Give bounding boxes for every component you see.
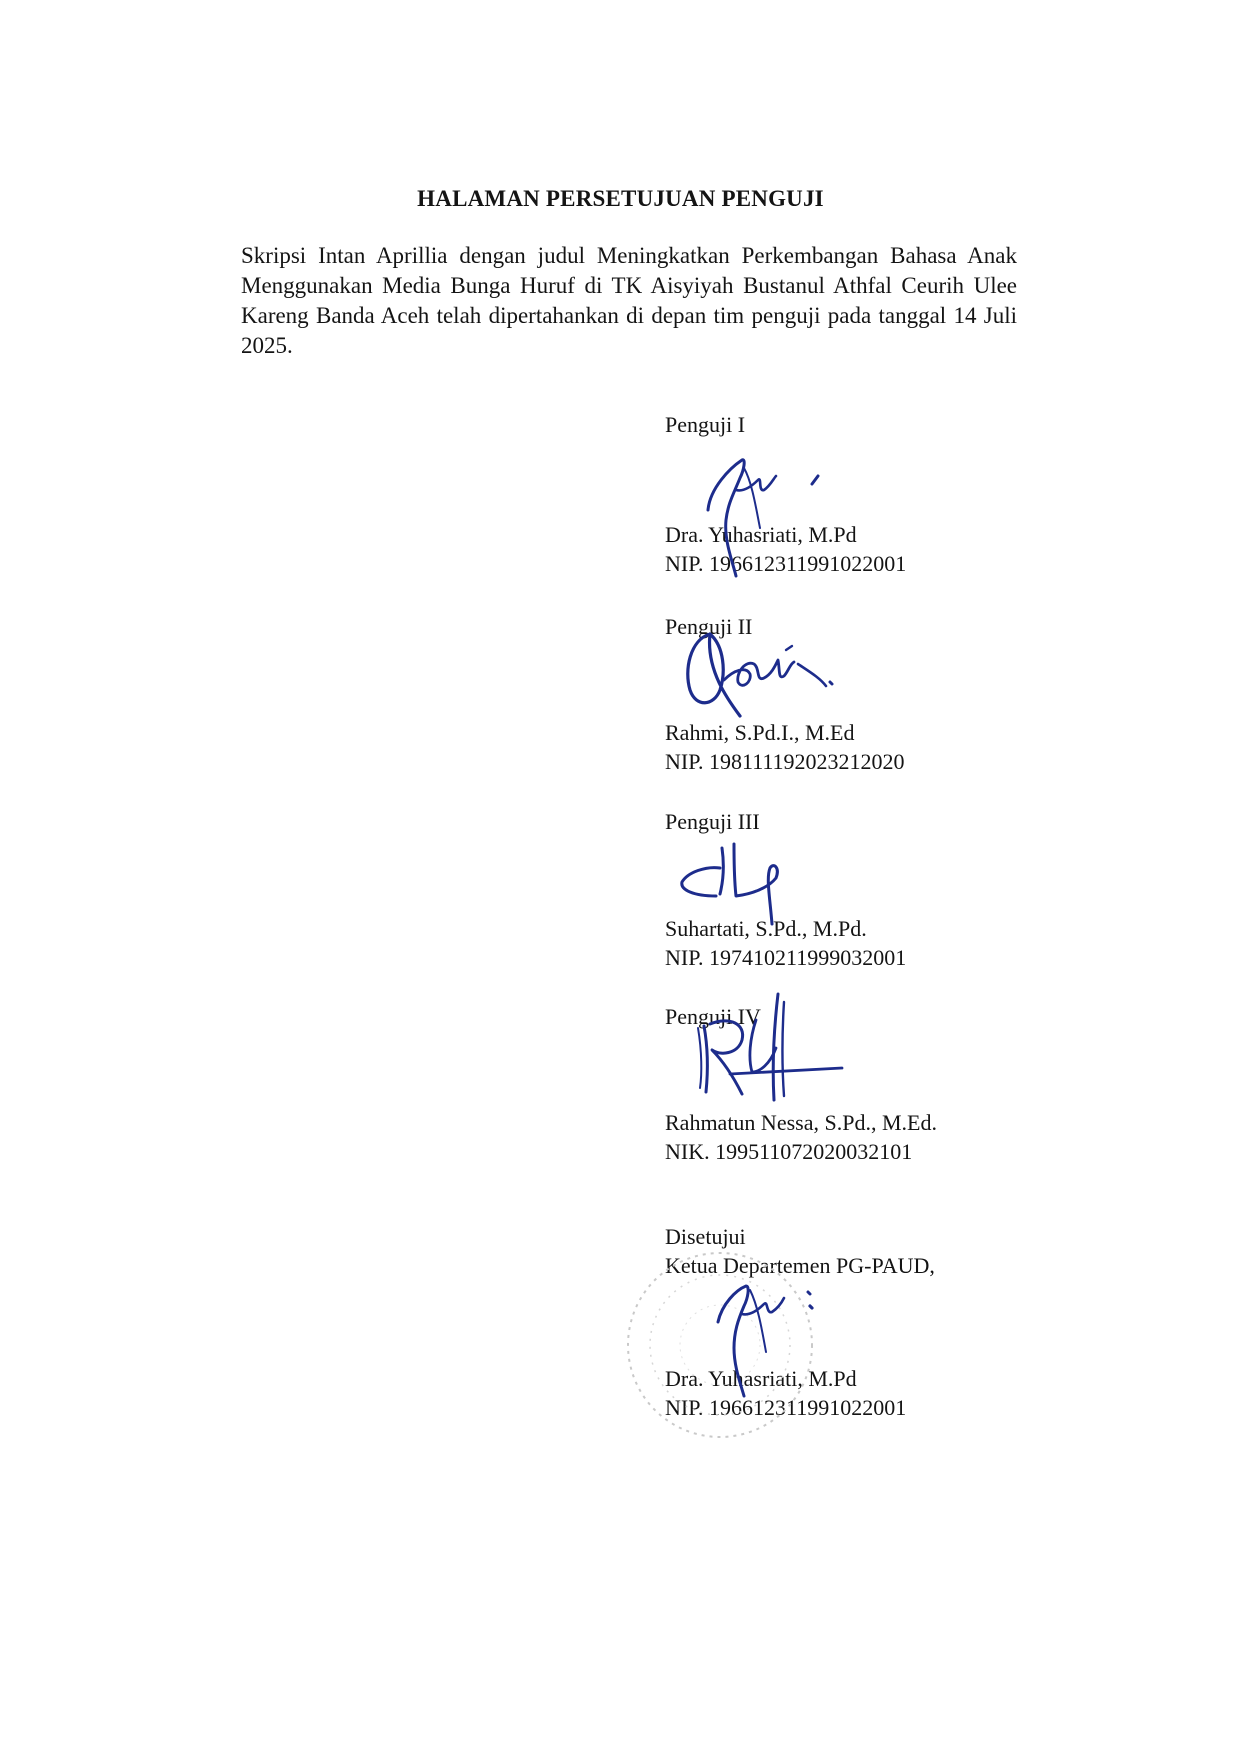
examiner-1-role: Penguji I bbox=[665, 412, 746, 437]
examiner-4-id: NIK. 199511072020032101 bbox=[665, 1139, 913, 1164]
examiner-4-role: Penguji IV bbox=[665, 1004, 761, 1029]
examiner-1-id: NIP. 196612311991022001 bbox=[665, 551, 907, 576]
signature-penguji-2-icon bbox=[680, 620, 860, 730]
approval-position: Ketua Departemen PG-PAUD, bbox=[665, 1253, 935, 1278]
signature-penguji-3-icon bbox=[676, 838, 816, 938]
examiner-1-role-block bbox=[665, 410, 745, 439]
examiner-4-identity bbox=[665, 1108, 937, 1166]
examiner-3-role-block bbox=[665, 807, 760, 836]
examiner-3-name: Suhartati, S.Pd., M.Pd. bbox=[665, 916, 867, 941]
intro-paragraph: Skripsi Intan Aprillia dengan judul Meningkatkan Perkembangan Bahasa Anak Menggunakan Media Bunga Huruf di TK Aisyiyah Bustanul Athfal Ceurih Ulee Kareng Banda Aceh telah dipertahankan di depan tim penguji pada tanggal 14 Juli 2025. bbox=[241, 243, 1017, 358]
examiner-4-name: Rahmatun Nessa, S.Pd., M.Ed. bbox=[665, 1110, 937, 1135]
approval-name: Dra. Yuhasriati, M.Pd bbox=[665, 1366, 857, 1391]
examiner-2-id: NIP. 198111192023212020 bbox=[665, 749, 905, 774]
approval-id: NIP. 196612311991022001 bbox=[665, 1395, 907, 1420]
page-title: HALAMAN PERSETUJUAN PENGUJI bbox=[417, 186, 824, 211]
examiner-2-role: Penguji II bbox=[665, 614, 753, 639]
examiner-3-role: Penguji III bbox=[665, 809, 760, 834]
examiner-1-name: Dra. Yuhasriati, M.Pd bbox=[665, 522, 857, 547]
signature-ketua-icon bbox=[712, 1276, 842, 1406]
approval-label: Disetujui bbox=[665, 1224, 746, 1249]
examiner-3-id: NIP. 197410211999032001 bbox=[665, 945, 907, 970]
signature-penguji-4-icon bbox=[690, 988, 860, 1108]
signature-penguji-1-icon bbox=[700, 448, 840, 588]
examiner-2-name: Rahmi, S.Pd.I., M.Ed bbox=[665, 720, 855, 745]
